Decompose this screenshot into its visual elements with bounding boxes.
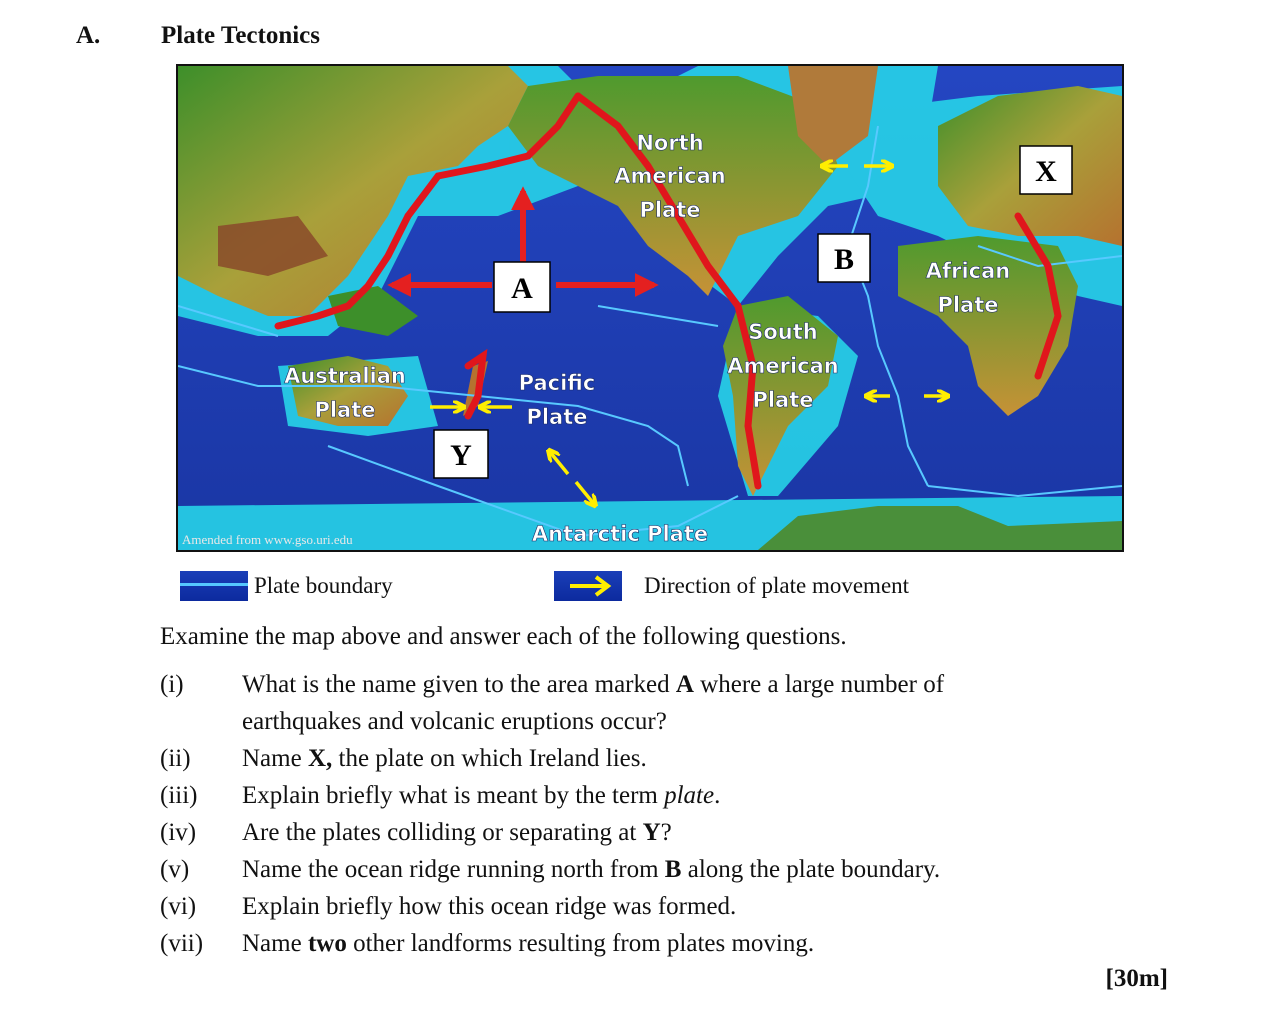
- movement-arrow-swatch: [554, 571, 622, 601]
- question-text: [242, 888, 1042, 925]
- plate-tectonics-map: [176, 64, 1124, 552]
- question-number: (iii): [160, 782, 198, 809]
- legend-plate-movement: [554, 568, 909, 604]
- question-item: [160, 814, 1042, 851]
- question-text-part: A: [675, 671, 694, 698]
- question-item: [160, 666, 1042, 740]
- label-south-american-3: Plate: [752, 388, 814, 412]
- question-item: [160, 851, 1042, 888]
- legend-plate-boundary-label: Plate boundary: [254, 573, 393, 598]
- question-item: [160, 925, 1042, 962]
- question-number: (vi): [160, 893, 197, 920]
- section-title: Plate Tectonics: [161, 22, 321, 49]
- question-text: [242, 814, 1042, 851]
- question-item: [160, 777, 1042, 814]
- label-african-1: African: [925, 259, 1011, 283]
- question-text-part: the plate on which Ireland lies.: [332, 745, 647, 772]
- question-text-part: ?: [660, 819, 672, 846]
- marker-a: [494, 262, 550, 312]
- label-north-american-3: Plate: [639, 198, 701, 222]
- marker-b-letter: B: [833, 243, 855, 276]
- label-antarctic: Antarctic Plate: [531, 522, 709, 546]
- label-pacific-1: Pacific: [518, 371, 596, 395]
- label-south-american-2: American: [727, 354, 839, 378]
- question-text-part: two: [307, 930, 347, 957]
- question-text-part: Name: [242, 930, 308, 957]
- marker-a-letter: A: [511, 272, 533, 305]
- question-text: [242, 925, 1042, 962]
- question-text-part: What is the name given to the area marked: [242, 671, 676, 698]
- marker-x-letter: X: [1035, 155, 1057, 188]
- question-number: (i): [160, 671, 184, 698]
- legend-plate-boundary: [180, 568, 393, 604]
- question-text-part: Y: [642, 819, 661, 846]
- question-list: [160, 666, 1042, 962]
- instructions: Examine the map above and answer each of the following questions.: [160, 623, 847, 650]
- question-number: (vii): [160, 930, 204, 957]
- question-text-part: B: [664, 856, 682, 883]
- question-text-part: where a large number of earthquakes and volcanic eruptions occur?: [242, 671, 945, 735]
- question-text-part: plate: [664, 782, 715, 809]
- question-text: [242, 666, 1042, 740]
- question-text-part: along the plate boundary.: [681, 856, 941, 883]
- question-text-part: other landforms resulting from plates moving.: [346, 930, 815, 957]
- map-credit: Amended from www.gso.uri.edu: [182, 532, 353, 547]
- question-text-part: .: [714, 782, 721, 809]
- label-australian-1: Australian: [284, 364, 406, 388]
- marker-x: [1020, 146, 1072, 194]
- question-text-part: Are the plates colliding or separating at: [242, 819, 643, 846]
- marks-total: [30m]: [1105, 965, 1168, 992]
- question-item: [160, 888, 1042, 925]
- question-text-part: Explain briefly how this ocean ridge was formed.: [242, 893, 737, 920]
- marker-b: [818, 234, 870, 282]
- question-number: (ii): [160, 745, 191, 772]
- question-number: (iv): [160, 819, 197, 846]
- legend-plate-movement-label: Direction of plate movement: [644, 573, 910, 598]
- label-north-american-1: North: [636, 131, 704, 155]
- label-north-american-2: American: [614, 164, 726, 188]
- label-south-american-1: South: [748, 320, 818, 344]
- plate-boundary-swatch: [180, 571, 248, 601]
- section-letter: A.: [76, 22, 101, 49]
- question-text: [242, 740, 1042, 777]
- question-text: [242, 851, 1042, 888]
- question-text-part: X,: [307, 745, 333, 772]
- question-text-part: Name the ocean ridge running north from: [242, 856, 665, 883]
- question-text: [242, 777, 1042, 814]
- marker-y: [434, 430, 488, 478]
- label-african-2: Plate: [937, 293, 999, 317]
- question-item: [160, 740, 1042, 777]
- question-number: (v): [160, 856, 190, 883]
- label-pacific-2: Plate: [526, 405, 588, 429]
- question-text-part: Name: [242, 745, 308, 772]
- question-text-part: Explain briefly what is meant by the term: [242, 782, 665, 809]
- label-australian-2: Plate: [314, 398, 376, 422]
- marker-y-letter: Y: [450, 439, 472, 472]
